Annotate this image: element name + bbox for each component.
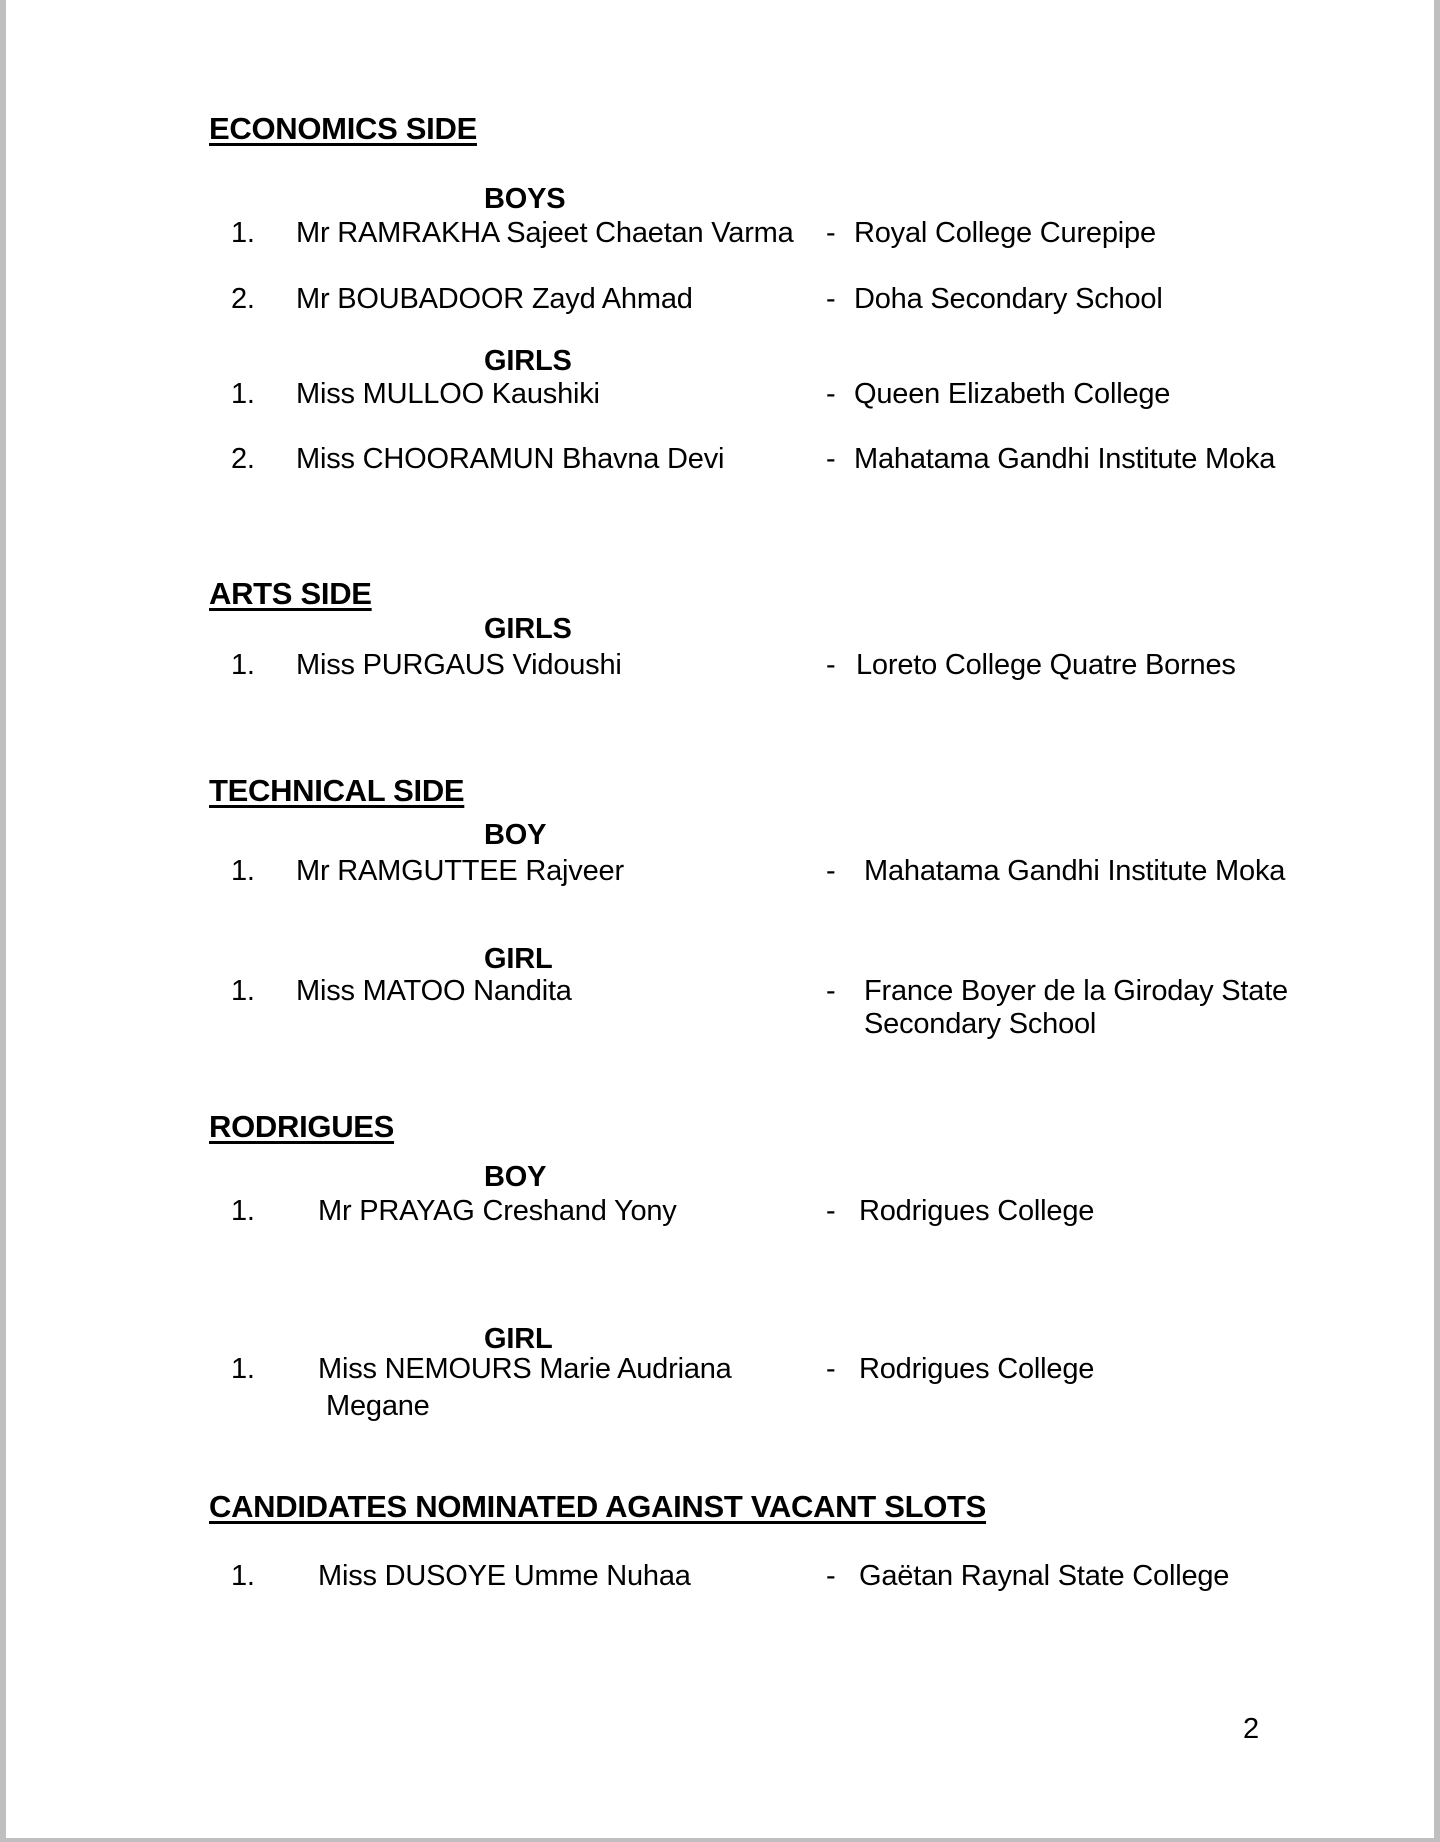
section-title: ARTS SIDE bbox=[209, 576, 372, 611]
separator-dash: - bbox=[826, 1560, 836, 1592]
school-name: France Boyer de la Giroday State bbox=[864, 975, 1288, 1007]
group-label: BOY bbox=[484, 819, 547, 851]
candidate-name: Miss CHOORAMUN Bhavna Devi bbox=[296, 443, 725, 475]
section-title: RODRIGUES bbox=[209, 1109, 395, 1144]
row-number: 1. bbox=[231, 855, 255, 887]
candidate-name: Megane bbox=[326, 1390, 430, 1422]
group-label: BOYS bbox=[484, 183, 566, 215]
row-number: 1. bbox=[231, 1195, 255, 1227]
row-number: 1. bbox=[231, 1560, 255, 1592]
page-number: 2 bbox=[1243, 1713, 1259, 1745]
viewer-left-edge bbox=[0, 0, 6, 1842]
candidate-name: Miss MATOO Nandita bbox=[296, 975, 572, 1007]
section-title: TECHNICAL SIDE bbox=[209, 773, 465, 808]
group-label: GIRL bbox=[484, 943, 553, 975]
separator-dash: - bbox=[826, 1195, 836, 1227]
school-name: Rodrigues College bbox=[859, 1195, 1095, 1227]
group-label: BOY bbox=[484, 1161, 547, 1193]
document-page bbox=[6, 0, 1434, 1838]
row-number: 1. bbox=[231, 649, 255, 681]
viewer-right-edge bbox=[1434, 0, 1440, 1842]
row-number: 1. bbox=[231, 975, 255, 1007]
separator-dash: - bbox=[826, 378, 836, 410]
separator-dash: - bbox=[826, 1353, 836, 1385]
row-number: 2. bbox=[231, 443, 255, 475]
candidate-name: Mr RAMRAKHA Sajeet Chaetan Varma bbox=[296, 217, 794, 249]
row-number: 2. bbox=[231, 283, 255, 315]
candidate-name: Miss MULLOO Kaushiki bbox=[296, 378, 600, 410]
row-number: 1. bbox=[231, 1353, 255, 1385]
school-name: Queen Elizabeth College bbox=[854, 378, 1171, 410]
school-name: Doha Secondary School bbox=[854, 283, 1163, 315]
school-name: Loreto College Quatre Bornes bbox=[856, 649, 1236, 681]
separator-dash: - bbox=[826, 649, 836, 681]
section-title: ECONOMICS SIDE bbox=[209, 111, 477, 146]
candidate-name: Mr BOUBADOOR Zayd Ahmad bbox=[296, 283, 693, 315]
candidate-name: Miss PURGAUS Vidoushi bbox=[296, 649, 622, 681]
school-name: Mahatama Gandhi Institute Moka bbox=[854, 443, 1276, 475]
candidate-name: Mr RAMGUTTEE Rajveer bbox=[296, 855, 624, 887]
school-name: Mahatama Gandhi Institute Moka bbox=[864, 855, 1286, 887]
separator-dash: - bbox=[826, 217, 836, 249]
row-number: 1. bbox=[231, 217, 255, 249]
separator-dash: - bbox=[826, 855, 836, 887]
candidate-name: Miss NEMOURS Marie Audriana bbox=[318, 1353, 732, 1385]
school-name: Rodrigues College bbox=[859, 1353, 1095, 1385]
school-name: Gaëtan Raynal State College bbox=[859, 1560, 1230, 1592]
separator-dash: - bbox=[826, 443, 836, 475]
candidate-name: Miss DUSOYE Umme Nuhaa bbox=[318, 1560, 691, 1592]
school-name: Royal College Curepipe bbox=[854, 217, 1156, 249]
separator-dash: - bbox=[826, 975, 836, 1007]
row-number: 1. bbox=[231, 378, 255, 410]
group-label: GIRL bbox=[484, 1323, 553, 1355]
candidate-name: Mr PRAYAG Creshand Yony bbox=[318, 1195, 677, 1227]
school-name: Secondary School bbox=[864, 1008, 1097, 1040]
section-title: CANDIDATES NOMINATED AGAINST VACANT SLOTS bbox=[209, 1489, 987, 1524]
viewer-bottom-edge bbox=[0, 1838, 1440, 1842]
separator-dash: - bbox=[826, 283, 836, 315]
group-label: GIRLS bbox=[484, 345, 572, 377]
group-label: GIRLS bbox=[484, 613, 572, 645]
